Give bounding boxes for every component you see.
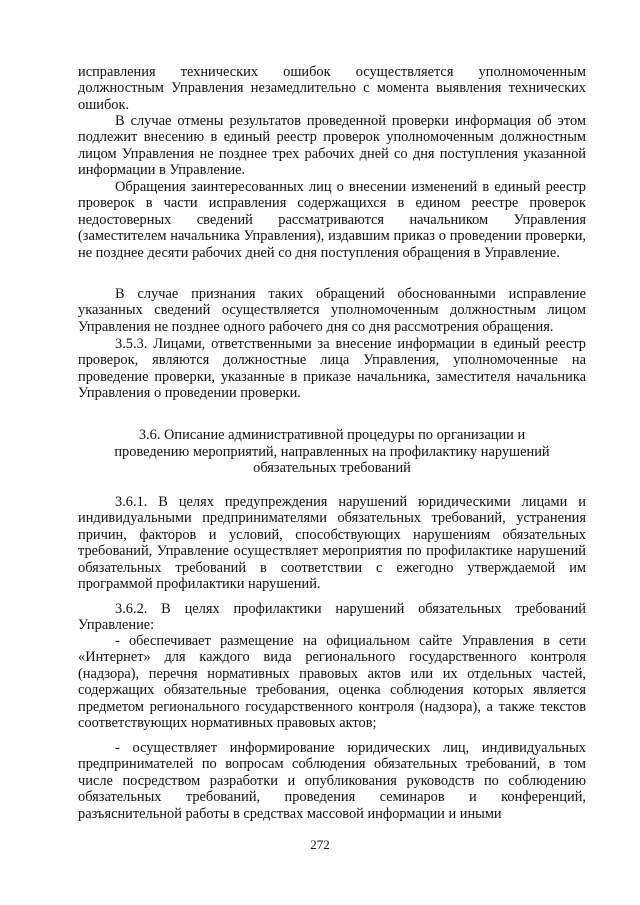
paragraph-appeals: Обращения заинтересованных лиц о внесении изменений в единый реестр проверок в части исправления содержащихся в едином реестре проверок недостоверных сведений рассматриваются начальником Управления (заместителем начальника Управления), издавшим приказ о проведении проверки, не позднее десяти рабочих дней со дня поступления обращения в Управление. (78, 179, 586, 261)
paragraph-3-6-2: 3.6.2. В целях профилактики нарушений обязательных требований Управление: (78, 601, 586, 634)
heading-line-2: проведению мероприятий, направленных на профилактику нарушений (114, 443, 550, 460)
paragraph-3-5-3: 3.5.3. Лицами, ответственными за внесение информации в единый реестр проверок, являются должностные лица Управления, уполномоченные на проведение проверки, указанные в приказе начальника, заместителя начальника Управления о проведении проверки. (78, 336, 586, 402)
list-item-informing: - осуществляет информирование юридических лиц, индивидуальных предпринимателей по вопросам соблюдения обязательных требований, в том числе посредством разработки и опубликования руководств по соблюдению обязательных требований, проведения семинаров и конференций, разъяснительной работы в средствах массовой информации и иными (78, 740, 586, 822)
paragraph-justified-appeals: В случае признания таких обращений обоснованными исправление указанных сведений осуществляется уполномоченным должностным лицом Управления не позднее одного рабочего дня со дня рассмотрения обращения. (78, 286, 586, 335)
page-number: 272 (310, 837, 330, 852)
paragraph-continuation: исправления технических ошибок осуществляется уполномоченным должностным Управления незамедлительно с момента выявления технических ошибок. (78, 64, 586, 113)
paragraph-cancel-results: В случае отмены результатов проведенной проверки информация об этом подлежит внесению в единый реестр проверок уполномоченным должностным лицом Управления не позднее трех рабочих дней со дня поступления указанной информации в Управление. (78, 113, 586, 179)
heading-line-3: обязательных требований (253, 460, 411, 476)
heading-line-1: 3.6. Описание административной процедуры по организации и (138, 427, 526, 443)
list-item-website: - обеспечивает размещение на официальном сайте Управления в сети «Интернет» для каждого вида регионального государственного контроля (надзора), перечня нормативных правовых актов или их отдельных частей, содержащих обязательные требования, оценка соблюдения которых является предметом регионального государственного контроля (надзора), а также текстов соответствующих нормативных правовых актов; (78, 633, 586, 732)
paragraph-3-6-1: 3.6.1. В целях предупреждения нарушений юридическими лицами и индивидуальными предпринимателями обязательных требований, устранения причин, факторов и условий, способствующих нарушениям обязательных требований, Управление осуществляет мероприятия по профилактике нарушений обязательных требований в соответствии с ежегодно утверждаемой им программой профилактики нарушений. (78, 494, 586, 593)
section-heading-3-6 (78, 427, 586, 477)
